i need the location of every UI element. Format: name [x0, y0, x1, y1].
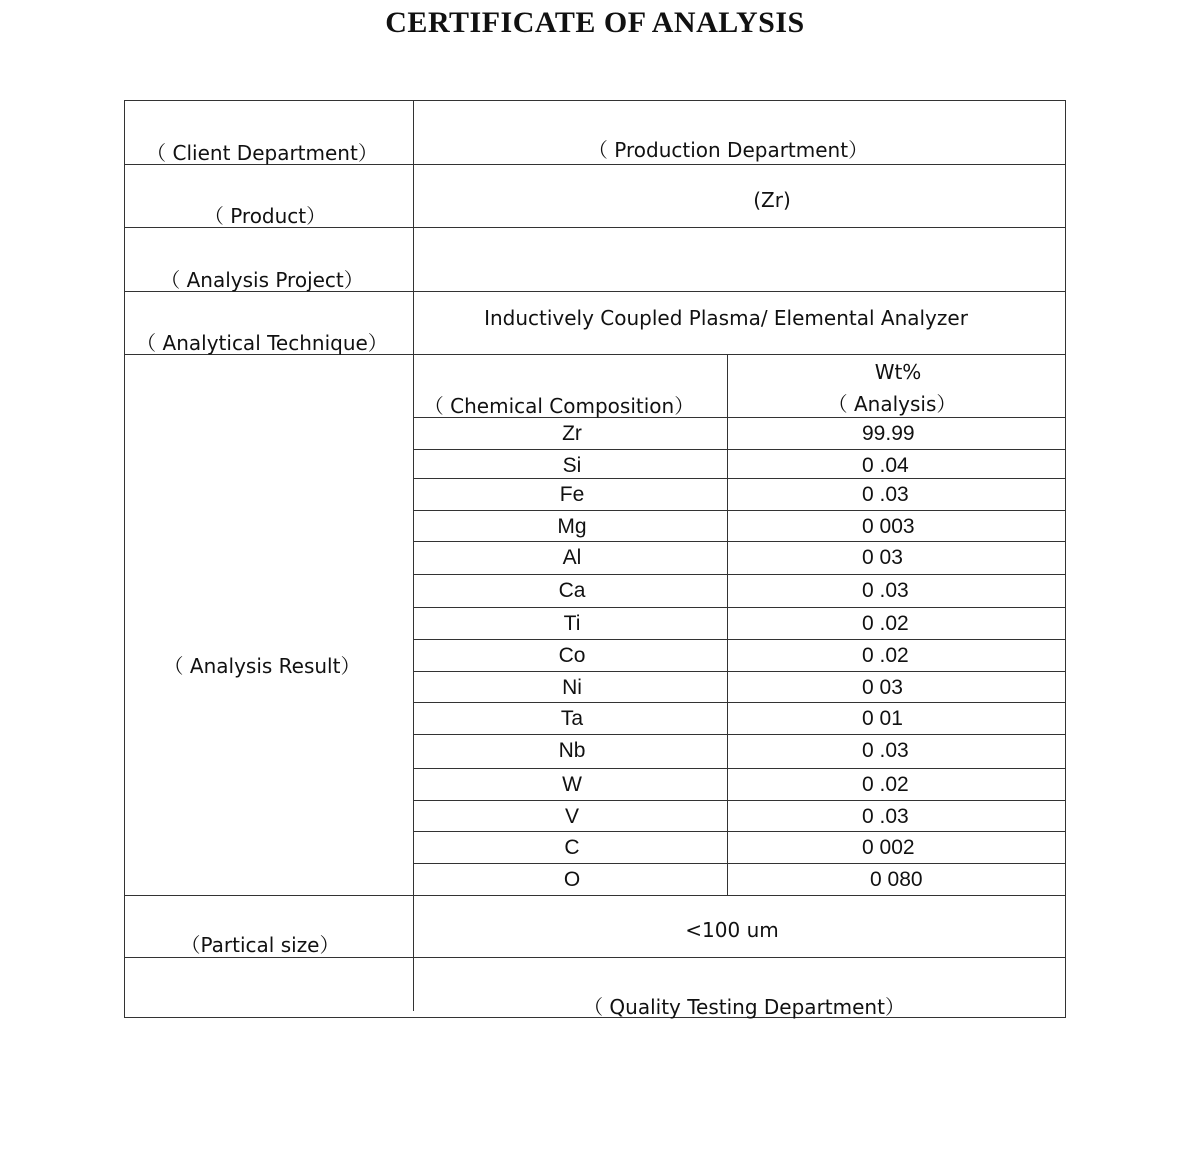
element-analysis-value: 0 .02: [862, 773, 909, 796]
wt-percent-header: Wt%: [874, 360, 922, 384]
element-analysis-value: 0 .04: [862, 454, 909, 477]
table-border-right: [1065, 100, 1066, 1018]
element-symbol: Nb: [558, 739, 586, 762]
analysis-project-label: （ Analysis Project）: [160, 268, 364, 292]
element-analysis-value: 0 080: [870, 868, 923, 891]
composition-row-divider: [413, 607, 1066, 608]
element-symbol: Al: [562, 546, 582, 569]
certificate-title: CERTIFICATE OF ANALYSIS: [385, 6, 805, 39]
element-analysis-value: 0 003: [862, 515, 915, 538]
particle-size-label: （Partical size）: [180, 933, 340, 957]
element-analysis-value: 0 002: [862, 836, 915, 859]
client-department-value: （ Production Department）: [587, 138, 869, 162]
composition-row-divider: [413, 478, 1066, 479]
composition-row-divider: [413, 831, 1066, 832]
composition-row-divider: [413, 800, 1066, 801]
element-symbol: W: [562, 773, 582, 796]
composition-row-divider: [413, 639, 1066, 640]
element-analysis-value: 0 03: [862, 676, 903, 699]
element-symbol: Zr: [562, 422, 582, 445]
quality-testing-department: （ Quality Testing Department）: [583, 995, 905, 1019]
composition-row-divider: [413, 734, 1066, 735]
element-symbol: O: [563, 868, 581, 891]
column-divider: [413, 100, 414, 1011]
analytical-technique-value: Inductively Coupled Plasma/ Elemental Analyzer: [484, 306, 968, 330]
element-analysis-value: 99.99: [862, 422, 915, 445]
element-analysis-value: 0 .03: [862, 483, 909, 506]
element-symbol: Co: [558, 644, 586, 667]
element-symbol: Mg: [557, 515, 587, 538]
client-department-label: （ Client Department）: [146, 141, 378, 165]
composition-row-divider: [413, 449, 1066, 450]
element-analysis-value: 0 .03: [862, 739, 909, 762]
element-analysis-value: 0 .02: [862, 644, 909, 667]
element-symbol: Ta: [560, 707, 584, 730]
product-value: (Zr): [753, 188, 791, 212]
composition-row-divider: [413, 671, 1066, 672]
composition-row-divider: [413, 574, 1066, 575]
analysis-header: （ Analysis）: [827, 392, 957, 416]
element-symbol: Si: [562, 454, 582, 477]
element-symbol: V: [564, 805, 580, 828]
table-border-left: [124, 100, 125, 1018]
element-symbol: Ti: [563, 612, 581, 635]
column-divider: [727, 354, 728, 895]
composition-row-divider: [413, 768, 1066, 769]
composition-row-divider: [413, 510, 1066, 511]
table-border-top: [124, 100, 1066, 101]
element-analysis-value: 0 .02: [862, 612, 909, 635]
analysis-result-label: （ Analysis Result）: [163, 654, 361, 678]
element-analysis-value: 0 03: [862, 546, 903, 569]
row-divider: [124, 895, 1066, 896]
analytical-technique-label: （ Analytical Technique）: [136, 331, 388, 355]
composition-row-divider: [413, 863, 1066, 864]
element-symbol: Fe: [559, 483, 585, 506]
element-symbol: C: [564, 836, 580, 859]
composition-row-divider: [413, 541, 1066, 542]
element-analysis-value: 0 .03: [862, 579, 909, 602]
element-analysis-value: 0 01: [862, 707, 903, 730]
element-symbol: Ca: [558, 579, 586, 602]
certificate-table: [124, 100, 1066, 1018]
composition-row-divider: [413, 702, 1066, 703]
element-analysis-value: 0 .03: [862, 805, 909, 828]
particle-size-value: <100 um: [685, 918, 779, 942]
element-symbol: Ni: [562, 676, 582, 699]
chemical-composition-header: （ Chemical Composition）: [423, 394, 695, 418]
product-label: （ Product）: [203, 204, 327, 228]
